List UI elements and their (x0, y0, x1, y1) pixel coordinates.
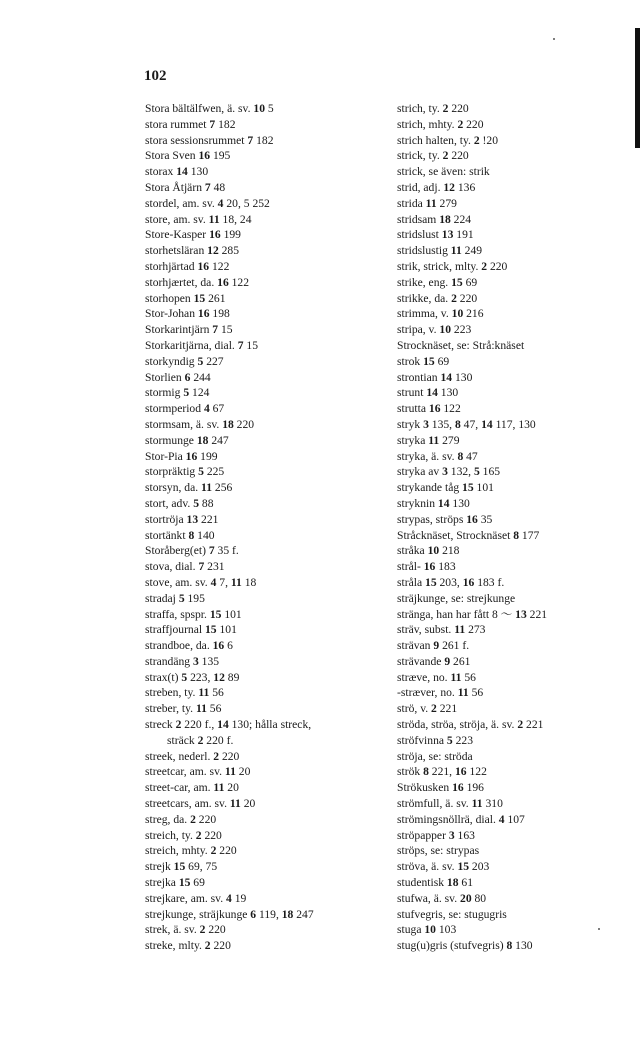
index-entry: strömingsnöllrä, dial. 4 107 (397, 812, 525, 826)
index-entry: ströps, se: strypas (397, 844, 480, 858)
index-entry: stryka 11 279 (397, 433, 460, 447)
index-entry: stuga 10 103 (397, 923, 457, 937)
index-entry: strypas, ströps 16 35 (397, 512, 493, 526)
index-entry: strax(t) 5 223, 12 89 (145, 670, 240, 684)
index-column-left (145, 101, 385, 954)
index-entry: strutta 16 122 (397, 402, 461, 416)
index-entry: storpräktig 5 225 (145, 465, 225, 479)
index-entry: stripa, v. 10 223 (397, 323, 472, 337)
index-entry: strich, ty. 2 220 (397, 102, 469, 115)
index-entry: stortröja 13 221 (145, 512, 219, 526)
index-entry: stove, am. sv. 4 7, 11 18 (145, 575, 257, 589)
index-entry: strid, adj. 12 136 (397, 180, 476, 194)
index-entry: Stora bältälfwen, ä. sv. 10 5 (145, 102, 274, 115)
index-entry: strontian 14 130 (397, 370, 473, 384)
index-entry: strick, se även: strik (397, 165, 490, 179)
index-entry: strejkare, am. sv. 4 19 (145, 891, 247, 905)
index-entry: stormunge 18 247 (145, 433, 229, 447)
index-entry: ströpapper 3 163 (397, 828, 475, 842)
index-entry: strejkunge, sträjkunge 6 119, 18 247 (145, 907, 314, 921)
index-entry: streich, mhty. 2 220 (145, 844, 237, 858)
index-entry: Stråcknäset, Strocknäset 8 177 (397, 528, 540, 542)
index-entry: store, am. sv. 11 18, 24 (145, 212, 252, 226)
index-entry: stormsam, ä. sv. 18 220 (145, 417, 255, 431)
index-entry: Strocknäset, se: Strå:knäset (397, 338, 525, 352)
index-entry: strandäng 3 135 (145, 654, 220, 668)
index-entry: streben, ty. 11 56 (145, 686, 224, 700)
index-entry: strejk 15 69, 75 (145, 860, 218, 874)
index-entry: strävan 9 261 f. (397, 639, 470, 653)
index-entry: streg, da. 2 220 (145, 812, 217, 826)
index-entry: street-car, am. 11 20 (145, 781, 239, 795)
index-entry: stryka av 3 132, 5 165 (397, 465, 501, 479)
index-entry: strida 11 279 (397, 196, 457, 210)
index-entry: Storåberg(et) 7 35 f. (145, 544, 239, 558)
index-entry: stridsam 18 224 (397, 212, 472, 226)
index-entry: stridslust 13 191 (397, 228, 474, 242)
index-entry: strömfull, ä. sv. 11 310 (397, 797, 503, 811)
index-entry: stufwa, ä. sv. 20 80 (397, 891, 487, 905)
index-entry: stova, dial. 7 231 (145, 560, 225, 574)
index-entry: Stor-Johan 16 198 (145, 307, 230, 321)
index-entry: streke, mlty. 2 220 (145, 939, 231, 953)
index-entry: streetcars, am. sv. 11 20 (145, 797, 256, 811)
index-entry: stormperiod 4 67 (145, 402, 225, 416)
index-entry: strich, mhty. 2 220 (397, 117, 484, 131)
index-entry: streek, nederl. 2 220 (145, 749, 240, 763)
index-column-right (397, 101, 637, 954)
index-entry: stordel, am. sv. 4 20, 5 252 (145, 196, 270, 210)
index-entry: strick, ty. 2 220 (397, 149, 469, 163)
page-number: 102 (144, 68, 167, 84)
index-entry: storkyndig 5 227 (145, 354, 224, 368)
index-entry: Storlien 6 244 (145, 370, 211, 384)
index-entry: stränga, han har fått 8 ～ 13 221 (397, 607, 548, 621)
index-entry: strik, strick, mlty. 2 220 (397, 259, 508, 273)
index-entry: stråla 15 203, 16 183 f. (397, 575, 505, 589)
index-entry: strich halten, ty. 2 !20 (397, 133, 498, 147)
index-entry: straffa, spspr. 15 101 (145, 607, 242, 621)
index-entry: sträjkunge, se: strejkunge (397, 591, 516, 605)
index-entry: strunt 14 130 (397, 386, 459, 400)
index-entry: stort, adv. 5 88 (145, 496, 214, 510)
index-entry: stufvegris, se: stugugris (397, 907, 507, 921)
index-entry: streich, ty. 2 220 (145, 828, 222, 842)
index-entry: stora rummet 7 182 (145, 117, 236, 131)
index-entry: Storkaritjärna, dial. 7 15 (145, 338, 259, 352)
index-entry: stormig 5 124 (145, 386, 210, 400)
index-entry: strek, ä. sv. 2 220 (145, 923, 226, 937)
index-entry: storax 14 130 (145, 165, 209, 179)
index-entry: stortänkt 8 140 (145, 528, 215, 542)
index-entry: ströva, ä. sv. 15 203 (397, 860, 490, 874)
index-entry: ströfvinna 5 223 (397, 733, 474, 747)
index-entry: stryknin 14 130 (397, 496, 470, 510)
index-entry: stryka, ä. sv. 8 47 (397, 449, 478, 463)
index-entry: strö, v. 2 221 (397, 702, 458, 716)
index-entry: Store-Kasper 16 199 (145, 228, 241, 242)
index-entry: strok 15 69 (397, 354, 450, 368)
index-entry: stræve, no. 11 56 (397, 670, 476, 684)
index-entry: sträv, subst. 11 273 (397, 623, 486, 637)
index-entry: stradaj 5 195 (145, 591, 205, 605)
index-entry: studentisk 18 61 (397, 876, 474, 890)
index-entry: stråka 10 218 (397, 544, 460, 558)
index-entry: storsyn, da. 11 256 (145, 481, 233, 495)
index-entry: Stor-Pia 16 199 (145, 449, 218, 463)
index-entry: stora sessionsrummet 7 182 (145, 133, 274, 147)
index-entry: strike, eng. 15 69 (397, 275, 478, 289)
index-entry: Stora Åtjärn 7 48 (145, 180, 226, 194)
index-entry: streetcar, am. sv. 11 20 (145, 765, 251, 779)
index-entry: strimma, v. 10 216 (397, 307, 484, 321)
index-entry: stug(u)gris (stufvegris) 8 130 (397, 939, 533, 953)
index-entry: strål- 16 183 (397, 560, 456, 574)
index-entry: streber, ty. 11 56 (145, 702, 222, 716)
index-entry: storhopen 15 261 (145, 291, 226, 305)
scan-speck (553, 38, 555, 40)
index-entry: storhetsläran 12 285 (145, 244, 240, 258)
index-entry: stridslustig 11 249 (397, 244, 483, 258)
index-entry: sträck 2 220 f. (167, 733, 234, 747)
index-entry: Strökusken 16 196 (397, 781, 484, 795)
index-entry: straffjournal 15 101 (145, 623, 237, 637)
index-entry: streck 2 220 f., 14 130; hålla streck, (145, 718, 312, 732)
index-entry: strykande tåg 15 101 (397, 481, 494, 495)
index-entry: strikke, da. 2 220 (397, 291, 478, 305)
index-entry: stryk 3 135, 8 47, 14 117, 130 (397, 417, 536, 431)
index-entry: storhjærtet, da. 16 122 (145, 275, 250, 289)
index-entry: strejka 15 69 (145, 876, 205, 890)
index-entry: ströda, ströa, ströja, ä. sv. 2 221 (397, 718, 544, 732)
index-entry: ströja, se: ströda (397, 749, 473, 763)
index-entry: strök 8 221, 16 122 (397, 765, 487, 779)
index-entry: Stora Sven 16 195 (145, 149, 231, 163)
index-entry: storhjärtad 16 122 (145, 259, 230, 273)
index-entry: strandboe, da. 16 6 (145, 639, 233, 653)
index-entry: strävande 9 261 (397, 654, 471, 668)
index-entry: -stræver, no. 11 56 (397, 686, 484, 700)
index-entry: Storkarintjärn 7 15 (145, 323, 233, 337)
